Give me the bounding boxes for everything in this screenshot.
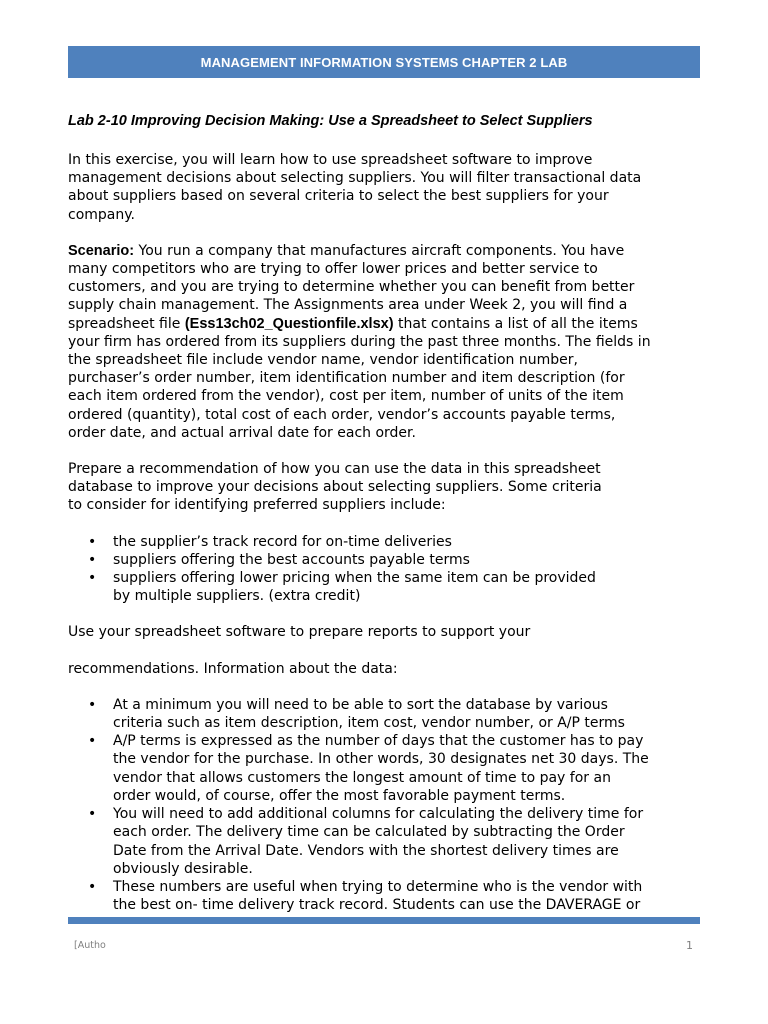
intro-paragraph bbox=[68, 151, 700, 224]
text-line: by multiple suppliers. (extra credit) bbox=[113, 588, 361, 605]
list-item bbox=[68, 533, 700, 551]
bullet-icon: • bbox=[88, 551, 97, 568]
text-line: that contains a list of all the items bbox=[393, 315, 638, 332]
bullet-icon: • bbox=[88, 878, 97, 895]
document-body bbox=[68, 110, 700, 914]
text-line: purchaser’s order number, item identification number and item description (for bbox=[68, 370, 625, 387]
file-name: (Ess13ch02_Questionfile.xlsx) bbox=[184, 315, 394, 332]
bullet-icon: • bbox=[88, 696, 97, 713]
list-item bbox=[68, 551, 700, 569]
text-line: customers, and you are trying to determine whether you can benefit from better bbox=[68, 279, 635, 296]
footer-author-placeholder: [Autho bbox=[74, 940, 106, 951]
page-number: 1 bbox=[686, 939, 693, 952]
text-line: the vendor for the purchase. In other words, 30 designates net 30 days. The bbox=[113, 751, 649, 768]
prepare-paragraph bbox=[68, 460, 700, 515]
list-item bbox=[68, 732, 700, 805]
footer-divider bbox=[68, 917, 700, 924]
scenario-label: Scenario: bbox=[68, 242, 135, 259]
text-line: obviously desirable. bbox=[113, 860, 253, 877]
text-line: criteria such as item description, item cost, vendor number, or A/P terms bbox=[113, 715, 625, 732]
text-line: many competitors who are trying to offer lower prices and better service to bbox=[68, 261, 598, 278]
recommendations-paragraph: recommendations. Information about the data: bbox=[68, 660, 398, 677]
bullet-icon: • bbox=[88, 733, 97, 750]
header-title: MANAGEMENT INFORMATION SYSTEMS CHAPTER 2 LAB bbox=[200, 54, 568, 70]
text-line: suppliers offering lower pricing when the same item can be provided bbox=[113, 570, 596, 587]
text-line: supply chain management. The Assignments area under Week 2, you will find a bbox=[68, 297, 628, 314]
text-line: the best on- time delivery track record. Students can use the DAVERAGE or bbox=[113, 897, 641, 914]
text-line: spreadsheet file bbox=[68, 315, 185, 332]
text-line: each item ordered from the vendor), cost per item, number of units of the item bbox=[68, 388, 624, 405]
header-banner bbox=[68, 46, 700, 78]
text-line: A/P terms is expressed as the number of days that the customer has to pay bbox=[113, 733, 644, 750]
text-line: You will need to add additional columns for calculating the delivery time for bbox=[113, 806, 644, 823]
data-info-list bbox=[68, 696, 700, 914]
text-line: company. bbox=[68, 206, 135, 223]
scenario-paragraph bbox=[68, 242, 700, 442]
text-line: You run a company that manufactures aircraft components. You have bbox=[134, 242, 625, 259]
list-item bbox=[68, 569, 700, 605]
text-line: your firm has ordered from its suppliers during the past three months. The fields in bbox=[68, 333, 651, 350]
criteria-list bbox=[68, 533, 700, 606]
list-item bbox=[68, 696, 700, 732]
text-line: the supplier’s track record for on-time deliveries bbox=[113, 533, 452, 550]
lab-title: Lab 2-10 Improving Decision Making: Use a Spreadsheet to Select Suppliers bbox=[68, 113, 593, 129]
list-item bbox=[68, 878, 700, 914]
use-paragraph: Use your spreadsheet software to prepare reports to support your bbox=[68, 624, 531, 641]
text-line: Prepare a recommendation of how you can use the data in this spreadsheet bbox=[68, 461, 601, 478]
text-line: to consider for identifying preferred suppliers include: bbox=[68, 497, 446, 514]
text-line: about suppliers based on several criteria to select the best suppliers for your bbox=[68, 188, 609, 205]
bullet-icon: • bbox=[88, 570, 97, 587]
text-line: order would, of course, offer the most favorable payment terms. bbox=[113, 787, 566, 804]
list-item bbox=[68, 805, 700, 878]
text-line: These numbers are useful when trying to determine who is the vendor with bbox=[113, 878, 643, 895]
text-line: suppliers offering the best accounts payable terms bbox=[113, 551, 470, 568]
text-line: ordered (quantity), total cost of each order, vendor’s accounts payable terms, bbox=[68, 406, 616, 423]
text-line: Date from the Arrival Date. Vendors with the shortest delivery times are bbox=[113, 842, 619, 859]
text-line: database to improve your decisions about selecting suppliers. Some criteria bbox=[68, 479, 602, 496]
text-line: each order. The delivery time can be calculated by subtracting the Order bbox=[113, 824, 625, 841]
text-line: In this exercise, you will learn how to use spreadsheet software to improve bbox=[68, 152, 593, 168]
text-line: vendor that allows customers the longest amount of time to pay for an bbox=[113, 769, 611, 786]
bullet-icon: • bbox=[88, 806, 97, 823]
text-line: management decisions about selecting suppliers. You will filter transactional data bbox=[68, 170, 642, 187]
text-line: the spreadsheet file include vendor name, vendor identification number, bbox=[68, 352, 578, 369]
text-line: At a minimum you will need to be able to sort the database by various bbox=[113, 696, 608, 713]
bullet-icon: • bbox=[88, 533, 97, 550]
text-line: order date, and actual arrival date for each order. bbox=[68, 424, 416, 441]
